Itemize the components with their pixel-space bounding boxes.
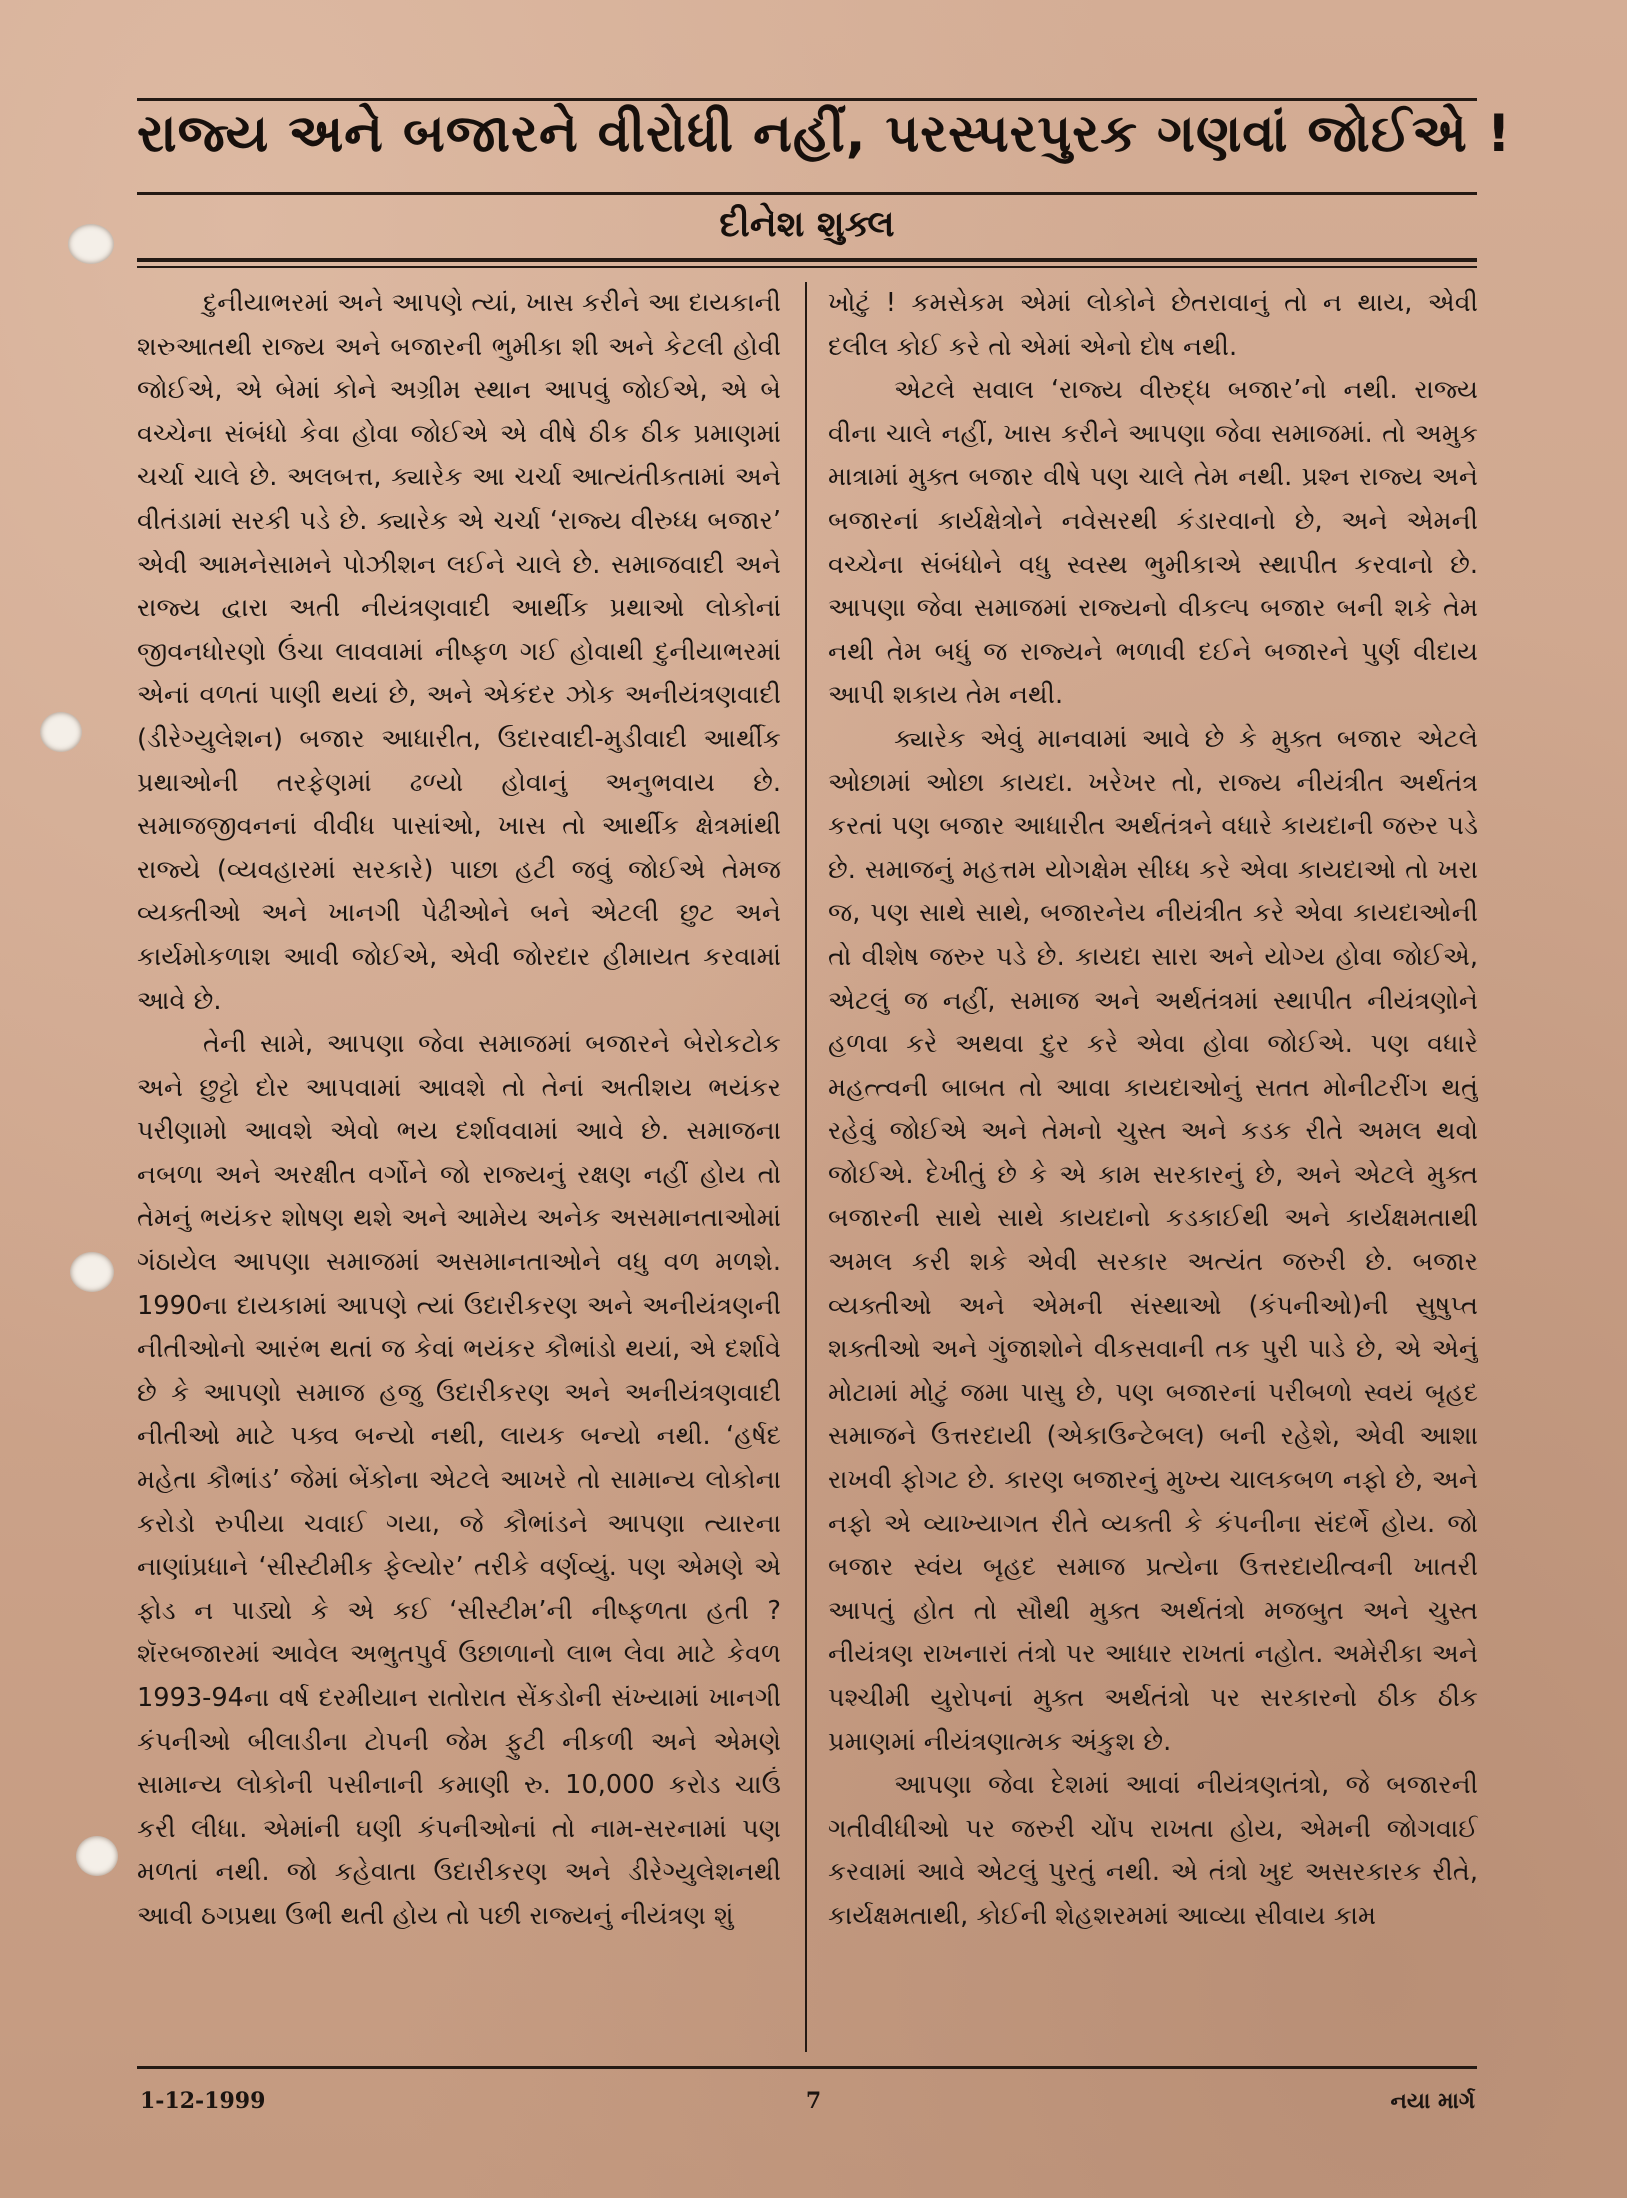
magazine-name: નયા માર્ગ bbox=[1390, 2088, 1475, 2114]
top-rule bbox=[137, 98, 1477, 101]
punch-hole bbox=[70, 1252, 114, 1292]
left-column bbox=[137, 282, 781, 2062]
column-divider bbox=[805, 282, 807, 2052]
right-column bbox=[828, 282, 1478, 2062]
author-name: દીનેશ શુક્લ bbox=[719, 204, 895, 245]
punch-hole bbox=[68, 224, 114, 264]
title-rule bbox=[137, 192, 1477, 195]
issue-date: 1-12-1999 bbox=[140, 2088, 266, 2114]
paragraph: એટલે સવાલ ‘રાજ્ય વીરુદ્ધ બજાર’નો નથી. રાજ્ય વીના ચાલે નહીં, ખાસ કરીને આપણા જેવા સમાજમાં. તો અમુક માત્રામાં મુક્ત બજાર વીષે પણ ચાલે તેમ નથી. પ્રશ્ન રાજ્ય અને બજારનાં કાર્યક્ષેત્રોને નવેસરથી કંડારવાનો છે, અને એમની વચ્ચેના સંબંધોને વધુ સ્વસ્થ ભુમીકાએ સ્થાપીત કરવાનો છે. આપણા જેવા સમાજમાં રાજ્યનો વીકલ્પ બજાર બની શકે તેમ નથી તેમ બધું જ રાજ્યને ભળાવી દઈને બજારને પુર્ણ વીદાય આપી શકાય તેમ નથી. bbox=[828, 375, 1478, 711]
footer-rule bbox=[137, 2066, 1477, 2069]
paragraph: આપણા જેવા દેશમાં આવાં નીયંત્રણતંત્રો, જે બજારની ગતીવીધીઓ પર જરુરી ચોંપ રાખતા હોય, એમની જોગવાઈ કરવામાં આવે એટલું પુરતું નથી. એ તંત્રો ખુદ અસરકારક રીતે, કાર્યક્ષમતાથી, કોઈની શેહશરમમાં આવ્યા સીવાય કામ bbox=[828, 1770, 1478, 1931]
author-rule-thick bbox=[137, 258, 1477, 262]
punch-hole bbox=[76, 1836, 118, 1876]
paragraph: તેની સામે, આપણા જેવા સમાજમાં બજારને બેરોકટોક અને છુટ્ટો દોર આપવામાં આવશે તો તેનાં અતીશય ભયંકર પરીણામો આવશે એવો ભય દર્શાવવામાં આવે છે. સમાજના નબળા અને અરક્ષીત વર્ગોને જો રાજ્યનું રક્ષણ નહીં હોય તો તેમનું ભયંકર શોષણ થશે અને આમેય અનેક અસમાનતાઓમાં ગંઠાયેલ આપણા સમાજમાં અસમાનતાઓને વધુ વળ મળશે. 1990ના દાયકામાં આપણે ત્યાં ઉદારીકરણ અને અનીયંત્રણની નીતીઓનો આરંભ થતાં જ કેવાં ભયંકર કૌભાંડો થયાં, એ દર્શાવે છે કે આપણો સમાજ હજુ ઉદારીકરણ અને અનીયંત્રણવાદી નીતીઓ માટે પક્વ બન્યો નથી, લાયક બન્યો નથી. ‘હર્ષદ મહેતા કૌભાંડ’ જેમાં બેંકોના એટલે આખરે તો સામાન્ય લોકોના કરોડો રુપીયા ચવાઈ ગયા, જે કૌભાંડને આપણા ત્યારના નાણાંપ્રધાને ‘સીસ્ટીમીક ફેલ્યોર’ તરીકે વર્ણવ્યું. પણ એમણે એ ફોડ ન પાડ્યો કે એ કઈ ‘સીસ્ટીમ’ની નીષ્ફળતા હતી ? શૅરબજારમાં આવેલ અભુતપુર્વ ઉછાળાનો લાભ લેવા માટે કેવળ 1993-94ના વર્ષ દરમીયાન રાતોરાત સેંકડોની સંખ્યામાં ખાનગી કંપનીઓ બીલાડીના ટોપની જેમ ફુટી નીકળી અને એમણે સામાન્ય લોકોની પસીનાની કમાણી રુ. 10,000 કરોડ ચાઉં કરી લીધા. એમાંની ઘણી કંપનીઓનાં તો નામ-સરનામાં પણ મળતાં નથી. જો કહેવાતા ઉદારીકરણ અને ડીરેગ્યુલેશનથી આવી ઠગપ્રથા ઉભી થતી હોય તો પછી રાજ્યનું નીયંત્રણ શું bbox=[137, 1029, 781, 1931]
paragraph: ક્યારેક એવું માનવામાં આવે છે કે મુક્ત બજાર એટલે ઓછામાં ઓછા કાયદા. ખરેખર તો, રાજ્ય નીયંત્રીત અર્થતંત્ર કરતાં પણ બજાર આધારીત અર્થતંત્રને વધારે કાયદાની જરુર પડે છે. સમાજનું મહત્તમ યોગક્ષેમ સીધ્ધ કરે એવા કાયદાઓ તો ખરા જ, પણ સાથે સાથે, બજારનેય નીયંત્રીત કરે એવા કાયદાઓની તો વીશેષ જરુર પડે છે. કાયદા સારા અને યોગ્ય હોવા જોઈએ, એટલું જ નહીં, સમાજ અને અર્થતંત્રમાં સ્થાપીત નીયંત્રણોને હળવા કરે અથવા દુર કરે એવા હોવા જોઈએ. પણ વધારે મહત્ત્વની બાબત તો આવા કાયદાઓનું સતત મોનીટરીંગ થતું રહેવું જોઈએ અને તેમનો ચુસ્ત અને કડક રીતે અમલ થવો જોઈએ. દેખીતું છે કે એ કામ સરકારનું છે, અને એટલે મુક્ત બજારની સાથે સાથે કાયદાનો કડકાઈથી અને કાર્યક્ષમતાથી અમલ કરી શકે એવી સરકાર અત્યંત જરુરી છે. બજાર વ્યક્તીઓ અને એમની સંસ્થાઓ (કંપનીઓ)ની સુષુપ્ત શક્તીઓ અને ગુંજાશોને વીકસવાની તક પુરી પાડે છે, એ એનું મોટામાં મોટું જમા પાસુ છે, પણ બજારનાં પરીબળો સ્વયં બૃહદ સમાજને ઉત્તરદાયી (એકાઉન્ટેબલ) બની રહેશે, એવી આશા રાખવી ફોગટ છે. કારણ બજારનું મુખ્ય ચાલકબળ નફો છે, અને નફો એ વ્યાખ્યાગત રીતે વ્યક્તી કે કંપનીના સંદર્ભે હોય. જો બજાર સ્વંય બૃહદ સમાજ પ્રત્યેના ઉત્તરદાયીત્વની ખાતરી આપતું હોત તો સૌથી મુક્ત અર્થતંત્રો મજબુત અને ચુસ્ત નીયંત્રણ રાખનારાં તંત્રો પર આધાર રાખતાં નહોત. અમેરીકા અને પશ્ચીમી યુરોપનાં મુક્ત અર્થતંત્રો પર સરકારનો ઠીક ઠીક પ્રમાણમાં નીયંત્રણાત્મક અંકુશ છે. bbox=[828, 723, 1478, 1757]
punch-hole bbox=[40, 712, 82, 752]
paragraph: દુનીયાભરમાં અને આપણે ત્યાં, ખાસ કરીને આ દાયકાની શરુઆતથી રાજ્ય અને બજારની ભુમીકા શી અને કેટલી હોવી જોઈએ, એ બેમાં કોને અગ્રીમ સ્થાન આપવું જોઈએ, એ બે વચ્ચેના સંબંધો કેવા હોવા જોઈએ એ વીષે ઠીક ઠીક પ્રમાણમાં ચર્ચા ચાલે છે. અલબત્ત, ક્યારેક આ ચર્ચા આત્યંતીકતામાં અને વીતંડામાં સરકી પડે છે. ક્યારેક એ ચર્ચા ‘રાજ્ય વીરુધ્ધ બજાર’ એવી આમનેસામને પોઝીશન લઈને ચાલે છે. સમાજવાદી અને રાજ્ય દ્વારા અતી નીયંત્રણવાદી આર્થીક પ્રથાઓ લોકોનાં જીવનધોરણો ઉંચા લાવવામાં નીષ્ફળ ગઈ હોવાથી દુનીયાભરમાં એનાં વળતાં પાણી થયાં છે, અને એકંદર ઝોક અનીયંત્રણવાદી (ડીરેગ્યુલેશન) બજાર આધારીત, ઉદારવાદી-મુડીવાદી આર્થીક પ્રથાઓની તરફેણમાં ઢળ્યો હોવાનું અનુભવાય છે. સમાજજીવનનાં વીવીધ પાસાંઓ, ખાસ તો આર્થીક ક્ષેત્રમાંથી રાજ્યે (વ્યવહારમાં સરકારે) પાછા હટી જવું જોઈએ તેમજ વ્યક્તીઓ અને ખાનગી પેઢીઓને બને એટલી છુટ અને કાર્યમોકળાશ આવી જોઈએ, એવી જોરદાર હીમાયત કરવામાં આવે છે. bbox=[137, 288, 781, 1016]
page-number: 7 bbox=[805, 2088, 822, 2114]
paragraph: ખોટું ! કમસેકમ એમાં લોકોને છેતરાવાનું તો ન થાય, એવી દલીલ કોઈ કરે તો એમાં એનો દોષ નથી. bbox=[828, 288, 1478, 362]
article-title: રાજ્ય અને બજારને વીરોધી નહીં, પરસ્પરપુરક ગણવાં જોઈએ ! bbox=[137, 104, 1512, 164]
author-rule-thin bbox=[137, 266, 1477, 268]
